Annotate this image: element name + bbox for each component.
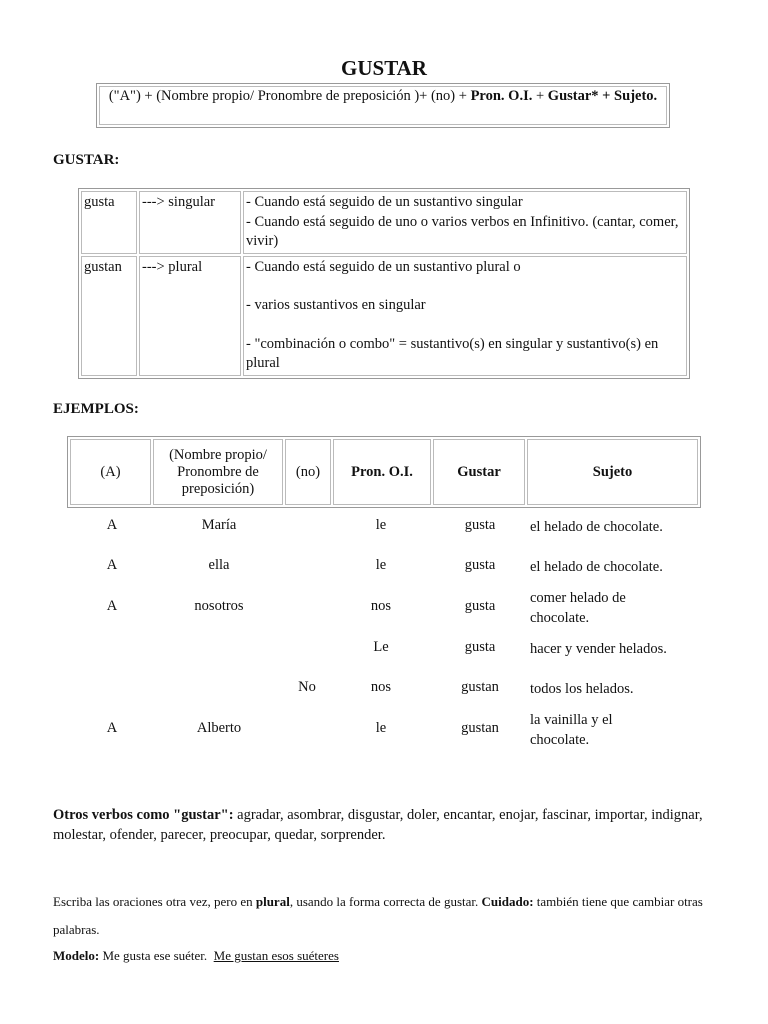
cell-sujeto: la vainilla y el chocolate. bbox=[530, 712, 613, 748]
header-gustar: Gustar bbox=[433, 439, 525, 505]
instruction-text: , usando la forma correcta de gustar. bbox=[289, 894, 482, 909]
header-sujeto: Sujeto bbox=[527, 439, 698, 505]
instruction-plural: plural bbox=[255, 894, 290, 909]
rule-cell bbox=[243, 191, 687, 254]
page-title: GUSTAR bbox=[341, 56, 427, 80]
rule-line: - Cuando está seguido de uno o varios verbos en Infinitivo. (cantar, comer, vivir) bbox=[246, 213, 679, 249]
instruction-cuidado: Cuidado: bbox=[481, 894, 534, 909]
formula-bold1: Pron. O.I. bbox=[470, 88, 533, 104]
cell-sujeto: hacer y vender helados. bbox=[530, 641, 667, 657]
instruction-text: Escriba las oraciones otra vez, pero en bbox=[53, 894, 256, 909]
formula-bold2: Gustar* + Sujeto. bbox=[547, 88, 658, 104]
arrow-cell: ---> singular bbox=[139, 191, 241, 254]
cell-nombre: ella bbox=[208, 557, 230, 573]
header-pron: Pron. O.I. bbox=[333, 439, 431, 505]
rule-line: - varios sustantivos en singular bbox=[246, 297, 426, 313]
modelo-text: Me gusta ese suéter. bbox=[99, 948, 214, 963]
cell-sujeto: todos los helados. bbox=[530, 681, 634, 697]
header-no: (no) bbox=[285, 439, 331, 505]
modelo-label: Modelo: bbox=[53, 948, 100, 963]
cell-sujeto: comer helado de chocolate. bbox=[530, 590, 626, 626]
rule-cell bbox=[243, 256, 687, 376]
modelo-answer: Me gustan esos suéteres bbox=[213, 948, 339, 963]
table-header-row bbox=[70, 439, 698, 505]
rule-line: - Cuando está seguido de un sustantivo singular bbox=[246, 194, 523, 210]
otros-text: agradar, asombrar, disgustar, doler, encantar, enojar, fascinar, importar, indignar, molestar, ofender, parecer, preocupar, quedar, sorprender. bbox=[53, 807, 703, 843]
modelo-line bbox=[53, 942, 733, 970]
cell-pron: le bbox=[375, 557, 387, 573]
table-row bbox=[81, 256, 687, 376]
cell-a: A bbox=[106, 517, 118, 533]
ejemplos-header-table bbox=[67, 436, 701, 508]
gustar-table bbox=[78, 188, 690, 379]
header-a: (A) bbox=[70, 439, 151, 505]
cell-gustar: gusta bbox=[464, 639, 496, 655]
cell-gustar: gusta bbox=[464, 557, 496, 573]
instruction-paragraph bbox=[53, 888, 723, 944]
otros-label: Otros verbos como "gustar": bbox=[53, 807, 234, 823]
gustar-heading: GUSTAR: bbox=[53, 152, 120, 168]
cell-nombre: María bbox=[201, 517, 237, 533]
instruction-text: también tiene que cambiar otras palabras. bbox=[53, 894, 703, 937]
otros-verbos-paragraph bbox=[53, 805, 733, 845]
cell-pron: nos bbox=[370, 679, 392, 695]
cell-sujeto: el helado de chocolate. bbox=[530, 559, 663, 575]
formula-box bbox=[96, 83, 670, 128]
cell-gustar: gusta bbox=[464, 598, 496, 614]
cell-pron: le bbox=[375, 720, 387, 736]
formula-part2: + bbox=[532, 88, 548, 104]
cell-gustar: gustan bbox=[461, 720, 499, 736]
cell-sujeto: el helado de chocolate. bbox=[530, 519, 663, 535]
cell-nombre: nosotros bbox=[194, 598, 244, 614]
cell-pron: Le bbox=[373, 639, 389, 655]
cell-a: A bbox=[106, 557, 118, 573]
form-cell: gustan bbox=[81, 256, 137, 376]
cell-gustar: gusta bbox=[464, 517, 496, 533]
cell-gustar: gustan bbox=[461, 679, 499, 695]
cell-pron: nos bbox=[370, 598, 392, 614]
formula-part1: ("A") + (Nombre propio/ Pronombre de preposición )+ (no) + bbox=[108, 88, 471, 104]
table-row bbox=[81, 191, 687, 254]
rule-line: - "combinación o combo" = sustantivo(s) en singular y sustantivo(s) en plural bbox=[246, 335, 659, 371]
header-nombre: (Nombre propio/ Pronombre de preposición) bbox=[153, 439, 283, 505]
cell-no: No bbox=[298, 679, 316, 695]
cell-a: A bbox=[106, 598, 118, 614]
form-cell: gusta bbox=[81, 191, 137, 254]
rule-line: - Cuando está seguido de un sustantivo plural o bbox=[246, 258, 521, 275]
cell-a: A bbox=[106, 720, 118, 736]
cell-pron: le bbox=[375, 517, 387, 533]
ejemplos-heading: EJEMPLOS: bbox=[53, 401, 139, 417]
arrow-cell: ---> plural bbox=[139, 256, 241, 376]
cell-nombre: Alberto bbox=[196, 720, 242, 736]
